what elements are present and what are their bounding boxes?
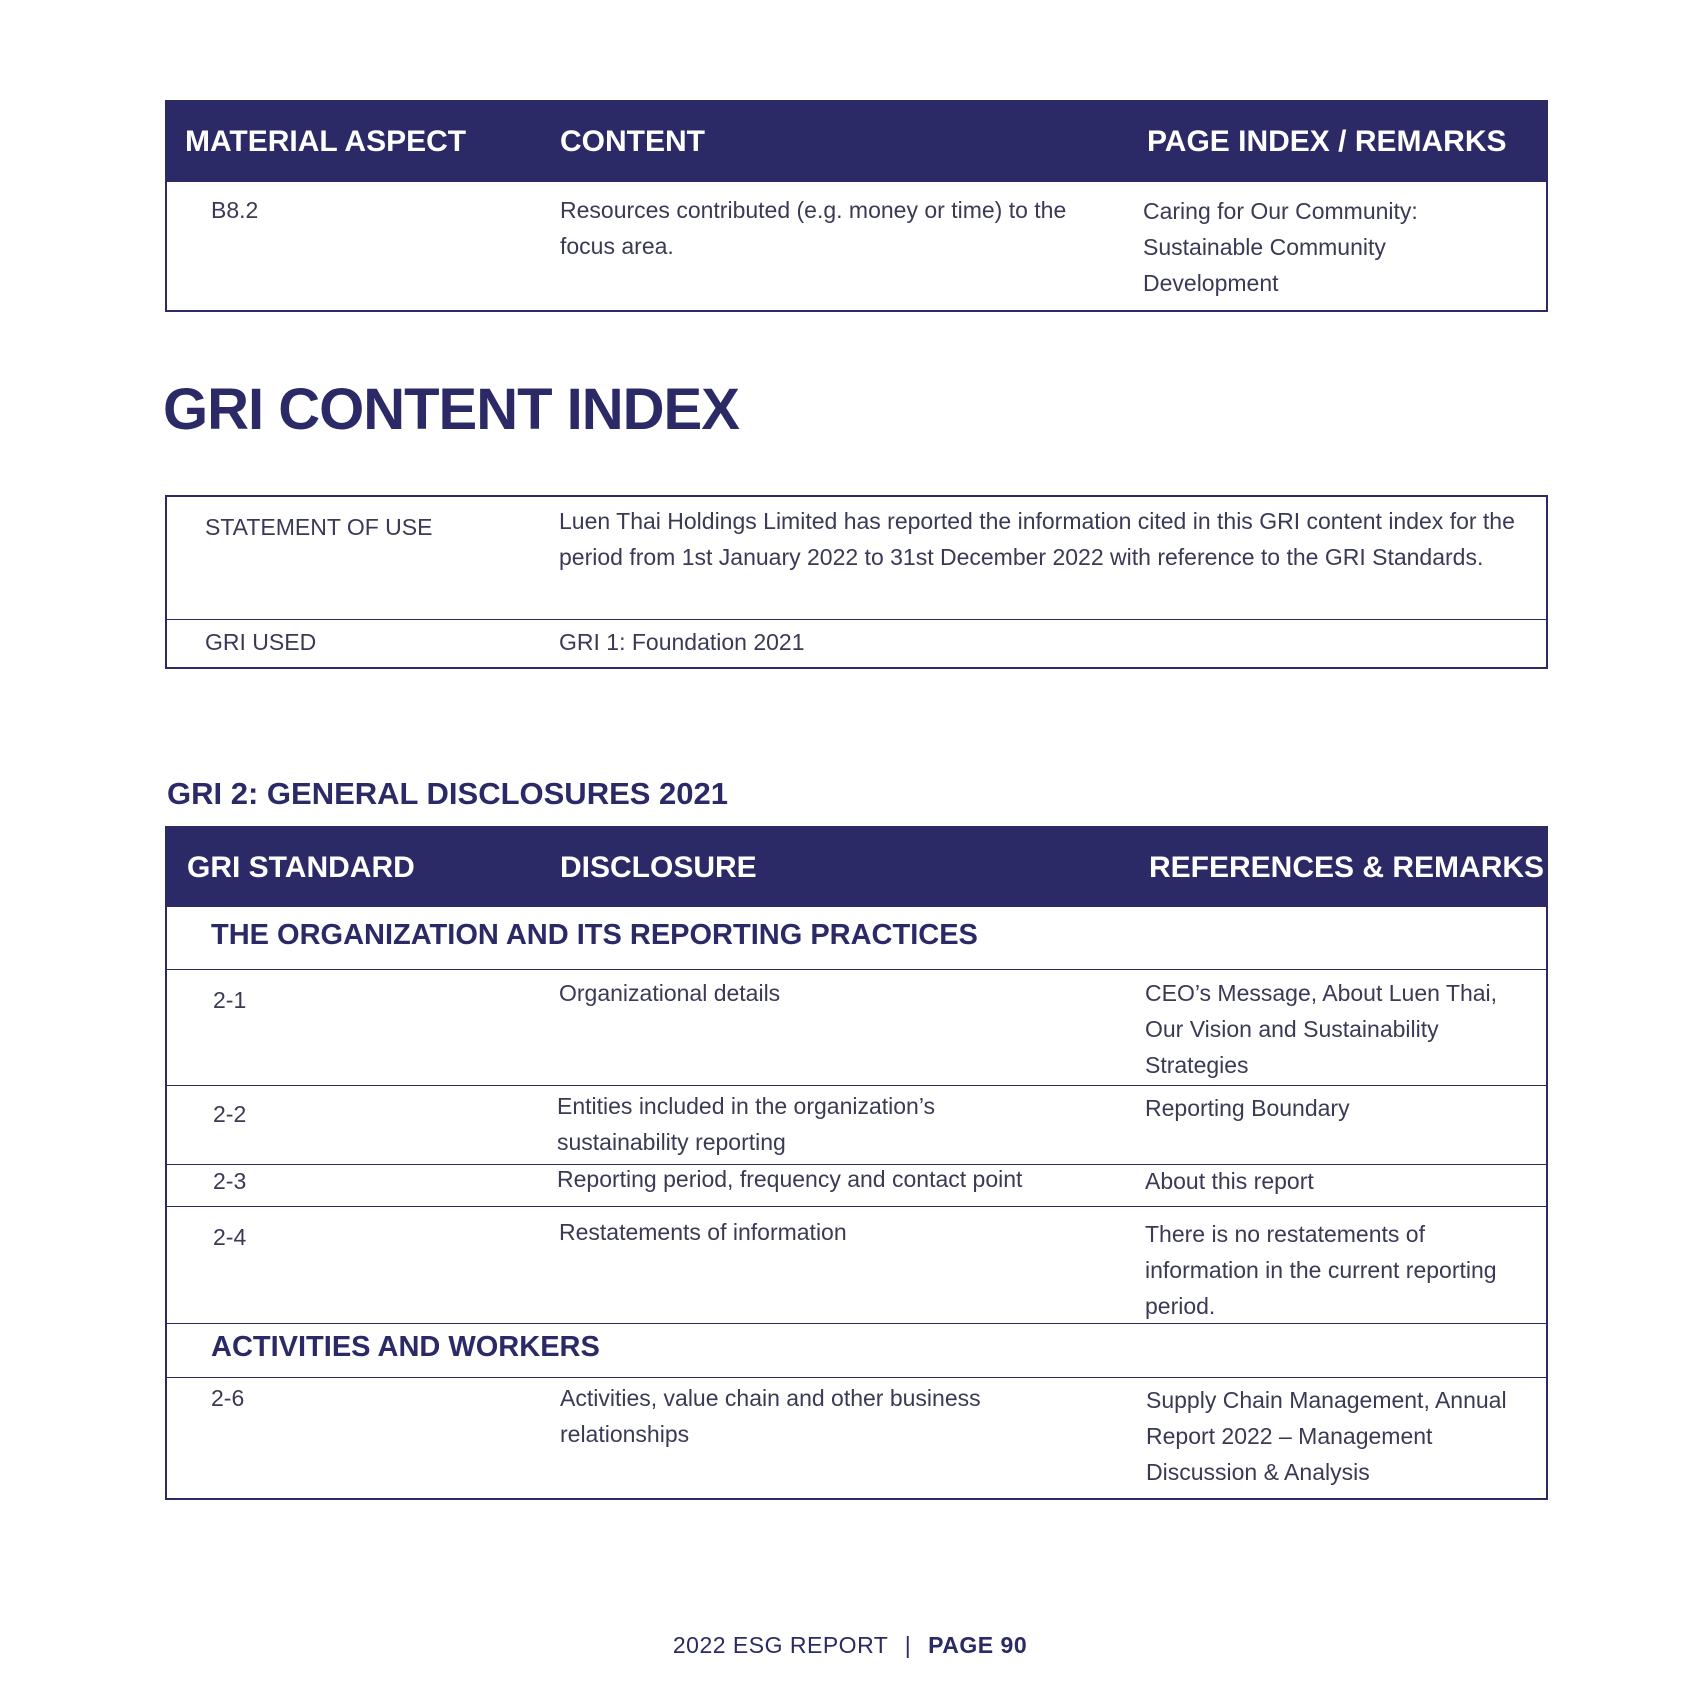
remarks-cell: About this report xyxy=(1145,1168,1314,1194)
statement-label: STATEMENT OF USE xyxy=(205,514,433,540)
page-footer xyxy=(0,1632,1700,1659)
table-row xyxy=(167,619,1546,667)
aspect-cell: B8.2 xyxy=(211,197,259,223)
gri-used-label: GRI USED xyxy=(205,629,317,655)
remarks-cell: CEO’s Message, About Luen Thai, Our Vision and Sustainability Strategies xyxy=(1145,980,1498,1078)
section-heading: ACTIVITIES AND WORKERS xyxy=(211,1331,600,1363)
header-material-aspect: MATERIAL ASPECT xyxy=(185,125,467,158)
section-heading: THE ORGANIZATION AND ITS REPORTING PRACTICES xyxy=(211,919,978,951)
footer-page-number: PAGE 90 xyxy=(928,1632,1028,1658)
standard-cell: 2-2 xyxy=(213,1101,247,1127)
section-row xyxy=(167,1323,1546,1377)
remarks-cell: Supply Chain Management, Annual Report 2022 – Management Discussion & Analysis xyxy=(1146,1387,1507,1485)
content-cell: Resources contributed (e.g. money or time) to the focus area. xyxy=(560,197,1067,259)
statement-table xyxy=(165,495,1548,669)
table-row xyxy=(167,182,1546,312)
disclosure-cell: Organizational details xyxy=(559,980,781,1006)
disclosure-cell: Restatements of information xyxy=(559,1219,847,1245)
disclosure-cell: Entities included in the organization’s sustainability reporting xyxy=(557,1093,936,1155)
header-disclosure: DISCLOSURE xyxy=(560,850,757,884)
table-row xyxy=(167,969,1546,1085)
remarks-cell: Caring for Our Community: Sustainable Community Development xyxy=(1143,198,1418,296)
standard-cell: 2-3 xyxy=(213,1168,247,1194)
standard-cell: 2-4 xyxy=(213,1224,247,1250)
table-row xyxy=(167,1164,1546,1206)
remarks-cell: Reporting Boundary xyxy=(1145,1095,1350,1121)
material-aspect-table xyxy=(165,100,1548,312)
disclosure-cell: Activities, value chain and other business relationships xyxy=(560,1385,981,1447)
section-row xyxy=(167,907,1546,969)
header-references: REFERENCES & REMARKS xyxy=(1149,850,1545,884)
remarks-cell: There is no restatements of information in the current reporting period. xyxy=(1145,1221,1497,1319)
table-row xyxy=(167,1377,1546,1498)
gri-disclosures-table xyxy=(165,826,1548,1500)
header-gri-standard: GRI STANDARD xyxy=(187,850,415,884)
table-row xyxy=(167,497,1546,619)
header-page-index: PAGE INDEX / REMARKS xyxy=(1147,125,1507,158)
disclosure-cell: Reporting period, frequency and contact point xyxy=(557,1166,1023,1192)
table-header xyxy=(167,828,1546,907)
standard-cell: 2-1 xyxy=(213,987,247,1013)
table-header xyxy=(167,102,1546,182)
footer-report: 2022 ESG REPORT xyxy=(672,1632,888,1658)
footer-separator: | xyxy=(904,1632,912,1658)
header-content: CONTENT xyxy=(560,125,705,158)
page-title: GRI CONTENT INDEX xyxy=(163,377,739,442)
table-row xyxy=(167,1206,1546,1323)
gri-used-value: GRI 1: Foundation 2021 xyxy=(559,629,805,655)
statement-value: Luen Thai Holdings Limited has reported the information cited in this GRI content index for the period from 1st January 2022 to 31st December 2022 with reference to the GRI Standards. xyxy=(559,508,1515,570)
section-title: GRI 2: GENERAL DISCLOSURES 2021 xyxy=(167,776,729,811)
standard-cell: 2-6 xyxy=(211,1385,245,1411)
table-row xyxy=(167,1085,1546,1164)
